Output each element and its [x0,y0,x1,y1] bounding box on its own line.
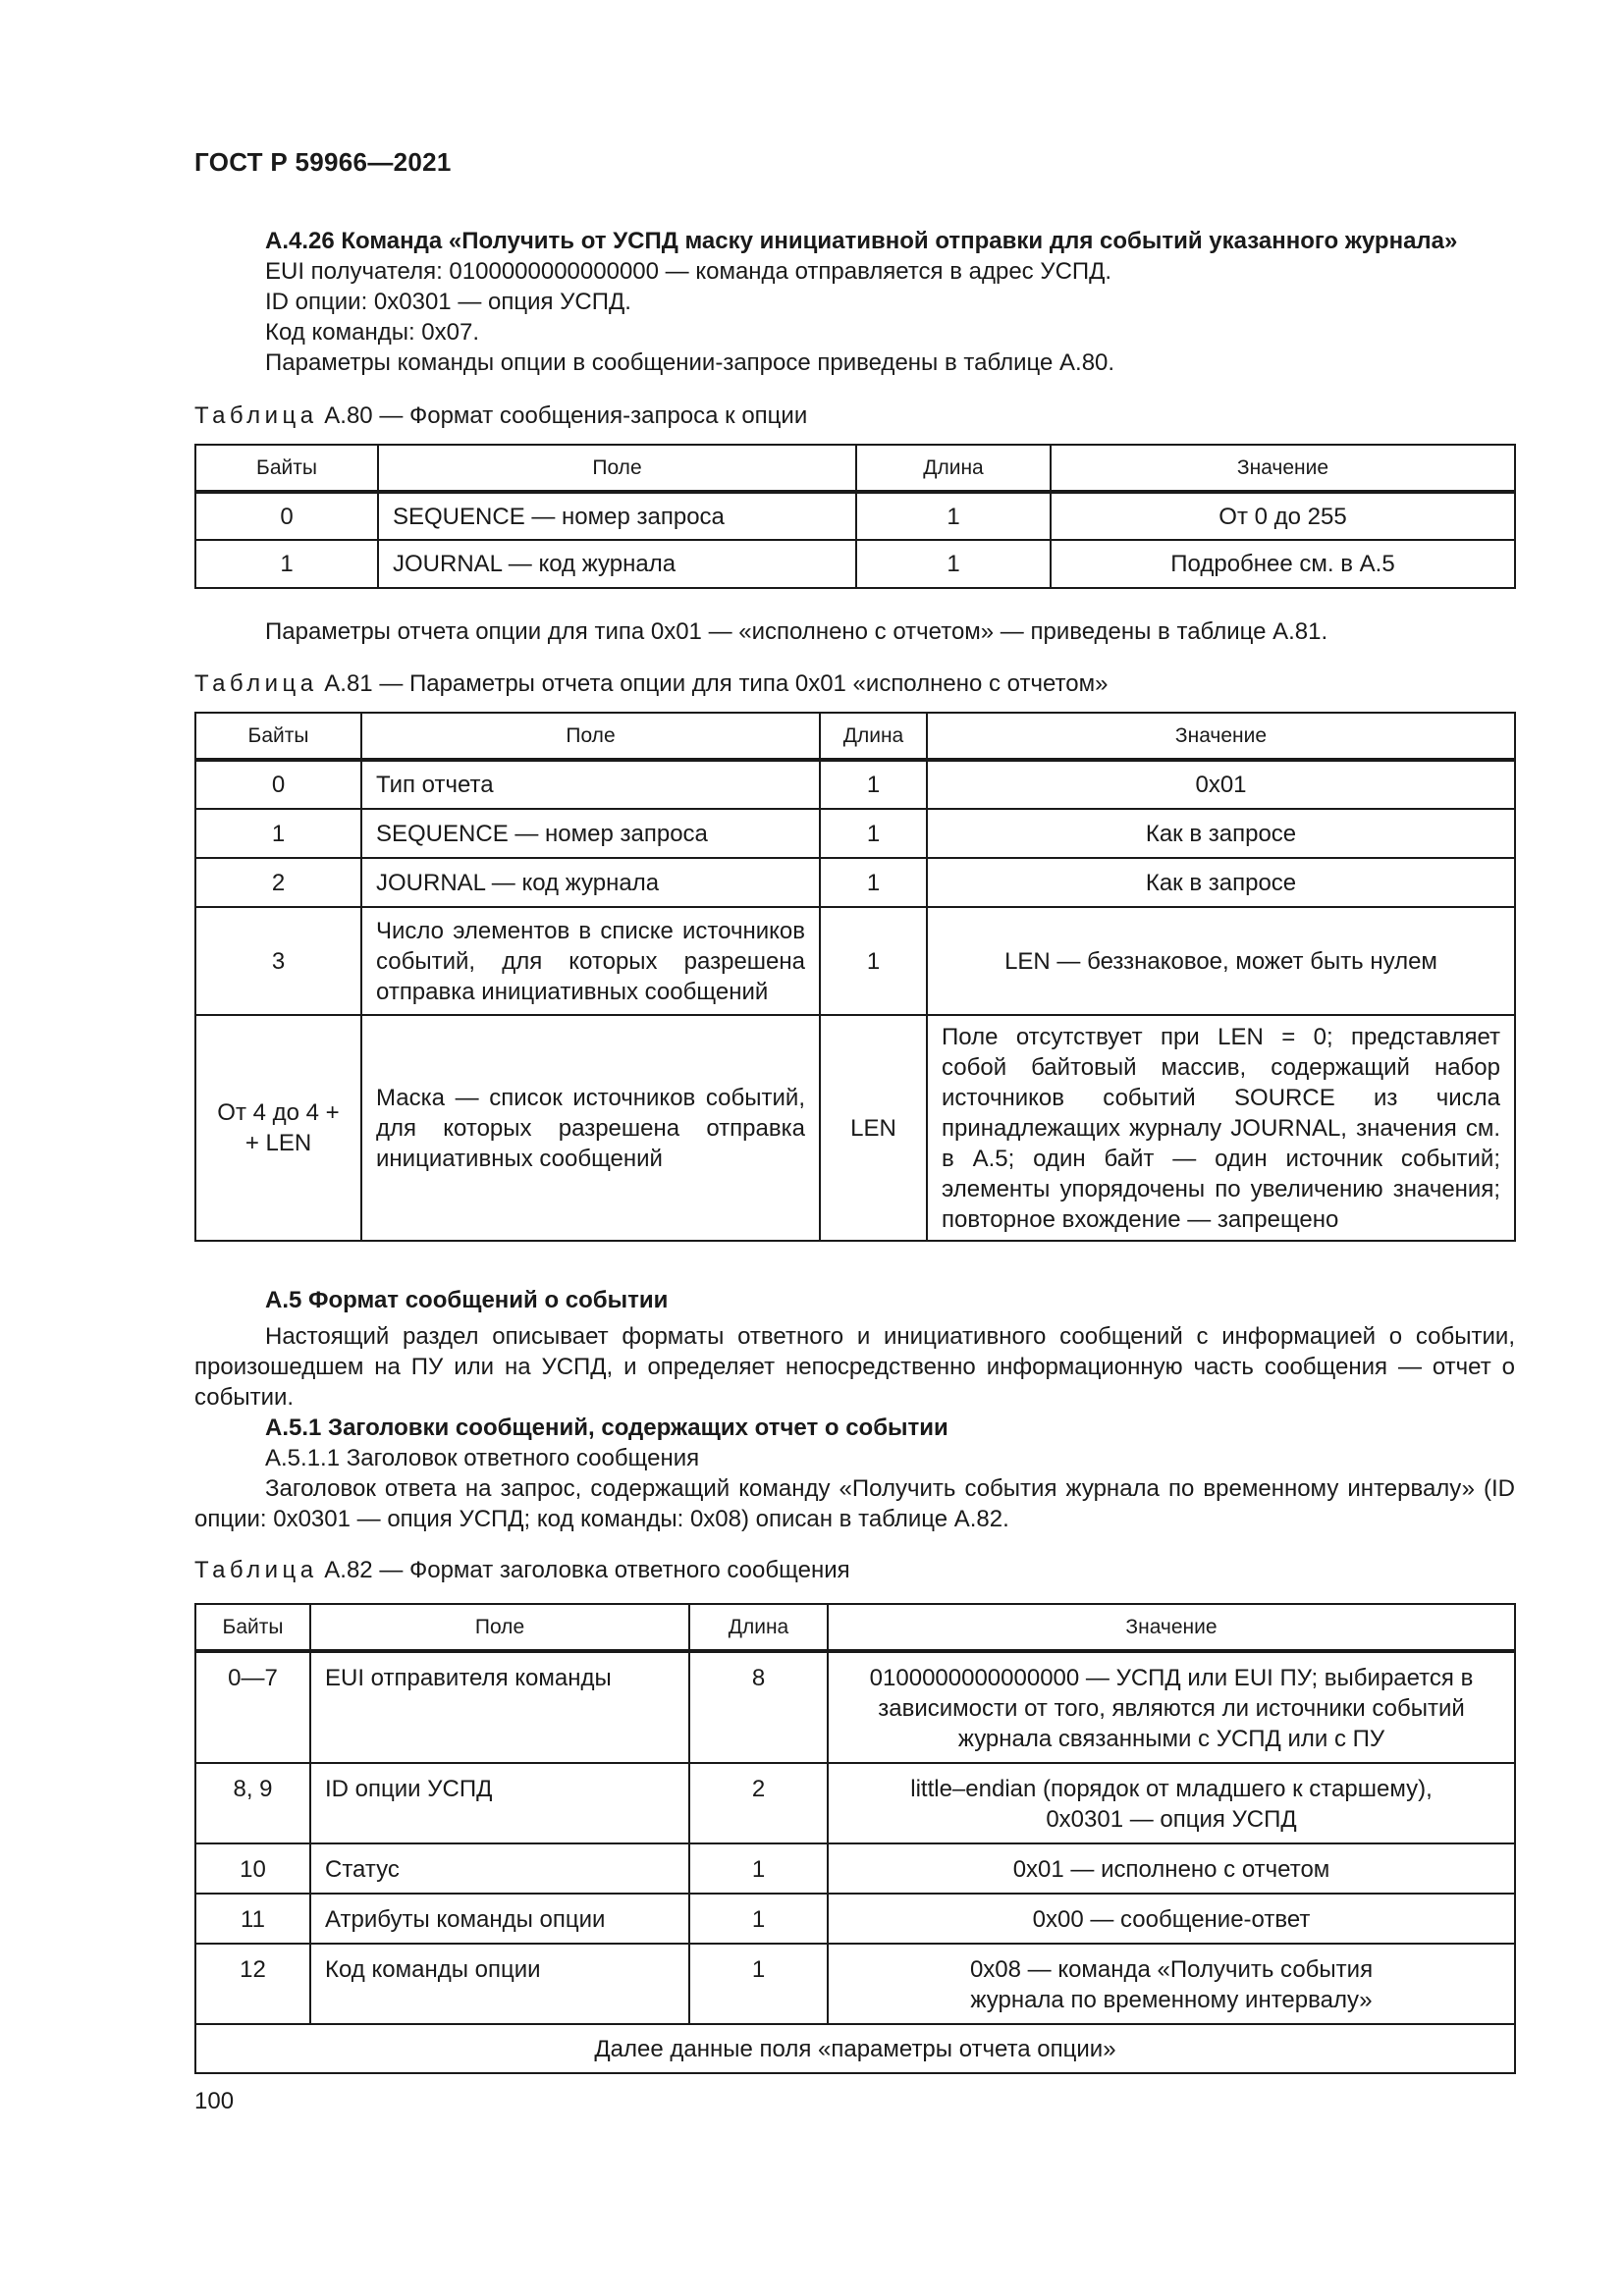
footer-cell: Далее данные поля «параметры отчета опции» [195,2024,1515,2073]
caption-word: Таблица [194,402,318,429]
page-number: 100 [194,2088,235,2114]
header-cell: Поле [310,1604,689,1651]
cell: 1 [820,760,927,809]
cell: JOURNAL — код журнала [361,858,820,907]
cell: 1 [820,907,927,1015]
caption-word: Таблица [194,1557,318,1583]
header-cell: Значение [927,713,1515,760]
cell: 0x01 — исполнено с отчетом [828,1843,1515,1894]
cell: 11 [195,1894,310,1944]
paragraph: Настоящий раздел описывает форматы ответного и инициативного сообщений с информацией о событии, произошедшем на ПУ или на УСПД, и определяет непосредственно информационную часть сообщения — отчет о событии. [194,1323,1515,1411]
cell: 2 [689,1763,828,1843]
cell: 0x08 — команда «Получить события журнала по временному интервалу» [828,1944,1515,2024]
header-cell: Байты [195,1604,310,1651]
table-a82 [194,1603,1516,2074]
cell: От 0 до 255 [1051,492,1515,540]
section-a426 [194,226,1515,378]
table-caption [194,401,807,431]
paragraph: Код команды: 0x07. [265,319,479,346]
table-row [195,1015,1515,1241]
cell: 1 [820,809,927,858]
header-cell: Значение [1051,445,1515,492]
caption-text: А.80 — Формат сообщения-запроса к опции [324,402,808,429]
cell: 0100000000000000 — УСПД или EUI ПУ; выбирается в зависимости от того, являются ли источники событий журнала связанными с УСПД или с ПУ [828,1651,1515,1763]
cell: 0 [195,760,361,809]
subsubsection-title: А.5.1.1 Заголовок ответного сообщения [265,1445,700,1471]
cell: 0x01 [927,760,1515,809]
cell: little–endian (порядок от младшего к старшему), 0x0301 — опция УСПД [828,1763,1515,1843]
cell: 1 [689,1894,828,1944]
caption-text: А.82 — Формат заголовка ответного сообщения [324,1557,850,1583]
table-row [195,1944,1515,2024]
paragraph: Заголовок ответа на запрос, содержащий команду «Получить события журнала по временному интервалу» (ID опции: 0x0301 — опция УСПД; код команды: 0x08) описан в таблице А.82. [194,1475,1515,1532]
cell: SEQUENCE — номер запроса [361,809,820,858]
cell: 8, 9 [195,1763,310,1843]
section-a5 [194,1285,1515,1534]
cell: Поле отсутствует при LEN = 0; представляет собой байтовый массив, содержащий набор источников событий SOURCE из числа принадлежащих журналу JOURNAL, значения см. в А.5; один байт — один источник событий; элементы упорядочены по увеличению значения; повторное вхождение — запрещено [927,1015,1515,1241]
cell: 8 [689,1651,828,1763]
header-cell: Длина [856,445,1051,492]
table-footer-row [195,2024,1515,2073]
cell: 0x00 — сообщение-ответ [828,1894,1515,1944]
cell: От 4 до 4 + + LEN [195,1015,361,1241]
cell: 0 [195,492,378,540]
table-a81 [194,712,1516,1242]
table-header-row [195,1604,1515,1651]
cell: Число элементов в списке источников событий, для которых разрешена отправка инициативных сообщений [361,907,820,1015]
cell: Маска — список источников событий, для которых разрешена отправка инициативных сообщений [361,1015,820,1241]
cell: Как в запросе [927,809,1515,858]
cell: 1 [689,1843,828,1894]
cell: 1 [856,492,1051,540]
paragraph: Параметры команды опции в сообщении-запросе приведены в таблице А.80. [265,349,1115,376]
paragraph-a81 [194,616,1515,647]
header-cell: Поле [361,713,820,760]
cell: 12 [195,1944,310,2024]
cell: 10 [195,1843,310,1894]
table-row [195,1763,1515,1843]
header-cell: Байты [195,445,378,492]
cell: 3 [195,907,361,1015]
cell: JOURNAL — код журнала [378,540,856,588]
cell: Как в запросе [927,858,1515,907]
table-header-row [195,445,1515,492]
header-cell: Поле [378,445,856,492]
table-caption [194,1556,850,1585]
table-row [195,1843,1515,1894]
cell: Подробнее см. в А.5 [1051,540,1515,588]
cell: SEQUENCE — номер запроса [378,492,856,540]
cell: 1 [195,809,361,858]
cell: 1 [856,540,1051,588]
cell: 1 [689,1944,828,2024]
standard-header: ГОСТ Р 59966—2021 [194,147,452,177]
cell: Тип отчета [361,760,820,809]
paragraph: Параметры отчета опции для типа 0x01 — «исполнено с отчетом» — приведены в таблице А.81. [265,618,1328,645]
cell: Атрибуты команды опции [310,1894,689,1944]
cell: 0—7 [195,1651,310,1763]
cell: ID опции УСПД [310,1763,689,1843]
table-header-row [195,713,1515,760]
header-cell: Байты [195,713,361,760]
table-row [195,540,1515,588]
header-cell: Значение [828,1604,1515,1651]
table-row [195,1894,1515,1944]
table-row [195,1651,1515,1763]
cell: Статус [310,1843,689,1894]
cell: LEN — беззнаковое, может быть нулем [927,907,1515,1015]
table-row [195,809,1515,858]
table-row [195,907,1515,1015]
cell: 1 [820,858,927,907]
table-row [195,858,1515,907]
table-a80 [194,444,1516,589]
header-cell: Длина [820,713,927,760]
section-title: А.5 Формат сообщений о событии [265,1287,669,1313]
cell: 1 [195,540,378,588]
cell: LEN [820,1015,927,1241]
subsection-title: А.5.1 Заголовки сообщений, содержащих отчет о событии [265,1415,948,1441]
cell: EUI отправителя команды [310,1651,689,1763]
cell: Код команды опции [310,1944,689,2024]
paragraph: ID опции: 0x0301 — опция УСПД. [265,289,631,315]
caption-word: Таблица [194,670,318,697]
paragraph: EUI получателя: 0100000000000000 — команда отправляется в адрес УСПД. [265,258,1112,285]
table-row [195,492,1515,540]
section-title: А.4.26 Команда «Получить от УСПД маску инициативной отправки для событий указанного журнала» [265,228,1458,254]
table-caption [194,669,1108,699]
header-cell: Длина [689,1604,828,1651]
caption-text: А.81 — Параметры отчета опции для типа 0x01 «исполнено с отчетом» [324,670,1109,697]
cell: 2 [195,858,361,907]
table-row [195,760,1515,809]
